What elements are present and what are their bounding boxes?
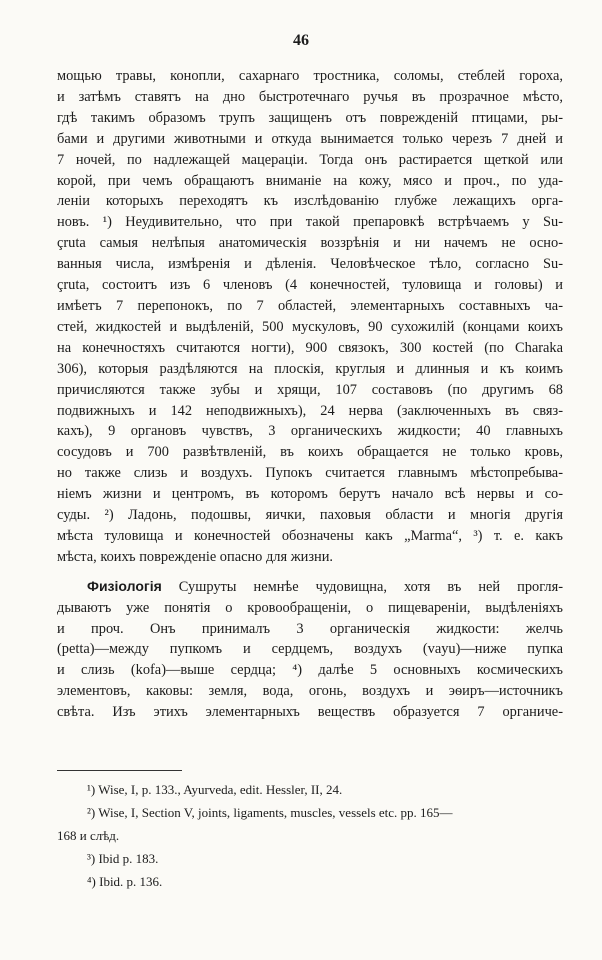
text-line: дываютъ уже понятія о кровообращеніи, о пищевареніи, выдѣленіяхъ	[57, 599, 563, 616]
text-line: корой, при чемъ обращаютъ вниманіе на кожу, мясо и проч., по уда-	[57, 172, 563, 189]
text-line: 306), которыя раздѣляются на плоскія, круглыя и длинныя и къ коимъ	[57, 360, 563, 377]
text-line: причисляются также зубы и хрящи, 107 составовъ (по другимъ 68	[57, 381, 563, 398]
heading-line-rest: Сушруты немнѣе чудовищна, хотя въ ней прогля-	[161, 578, 563, 595]
text-line: и проч. Онъ принималъ 3 органическія жидкости: желчь	[57, 620, 563, 637]
footnote-rule	[57, 770, 182, 771]
text-line: мощью травы, конопли, сахарнаго тростника, соломы, стеблей гороха,	[57, 68, 563, 84]
text-line: çruta, состоитъ изъ 6 членовъ (4 конечностей, туловища и головы) и	[57, 277, 563, 294]
text-line: сосудовъ и 700 развѣтвленій, въ коихъ обращается не только кровь,	[57, 444, 563, 461]
footnotes	[57, 778, 563, 893]
footnote: ⁴) Ibid. p. 136.	[87, 874, 163, 889]
text-line: леніи которыхъ переходятъ къ изслѣдованію глубже лежащихъ орга-	[57, 193, 563, 210]
text-line: элементовъ, каковы: земля, вода, огонь, воздухъ и эѳиръ—источникъ	[57, 683, 563, 700]
text-line: çruta самыя нелѣпыя анатомическія воззрѣнія и ни начемъ не осно-	[57, 235, 563, 252]
text-line: свѣта. Изъ этихъ элементарныхъ веществъ образуется 7 органиче-	[57, 704, 563, 721]
footnote-continuation: 168 и слѣд.	[57, 828, 120, 843]
text-line: мѣста, коихъ поврежденіе опасно для жизни.	[57, 548, 334, 565]
text-line: ванныя числа, измѣренія и дѣленія. Человѣческое тѣло, согласно Su-	[57, 256, 563, 273]
text-line: ніемъ жизни и центромъ, въ которомъ берутъ начало всѣ нервы и со-	[57, 486, 563, 503]
text-line: стей, жидкостей и выдѣленій, 500 мускуловъ, 90 сухожилій (концами коихъ	[57, 318, 563, 335]
footnote: ²) Wise, I, Section V, joints, ligaments, muscles, vessels etc. pp. 165—	[87, 805, 453, 820]
text-line: кахъ), 9 органовъ чувствъ, 3 органическихъ жидкости; 40 главныхъ	[57, 423, 563, 440]
text-line: имѣетъ 7 перепонокъ, по 7 областей, элементарныхъ составныхъ ча-	[57, 297, 563, 314]
text-line: и затѣмъ ставятъ на дно быстротечнаго ручья въ прозрачное мѣсто,	[57, 88, 563, 105]
text-line: бами и другими животными и откуда вынимается только черезъ 7 дней и	[57, 130, 563, 147]
text-line: и слизь (kofa)—выше сердца; ⁴) далѣе 5 основныхъ космическихъ	[57, 662, 563, 679]
footnote: ³) Ibid p. 183.	[87, 851, 159, 866]
paragraph-physiology	[57, 576, 563, 723]
text-line	[57, 576, 563, 598]
text-line: подвижныхъ и 142 неподвижныхъ), 24 нерва (заключенныхъ въ связ-	[57, 402, 563, 419]
paragraph-anatomy	[57, 66, 563, 568]
text-line: мѣста туловища и конечностей обозначены какъ „Marma“, ³) т. е. какъ	[57, 527, 563, 544]
text-line: гдѣ такимъ образомъ трупъ защищенъ отъ поврежденій птицами, ры-	[57, 109, 563, 126]
text-line: новъ. ¹) Неудивительно, что при такой препаровкѣ встрѣчаемъ у Su-	[57, 214, 563, 231]
text-line: суды. ²) Ладонь, подошвы, яички, паховыя области и многія другія	[57, 507, 563, 524]
text-line: но также слизь и воздухъ. Пупокъ считается главнымъ мѣстопребыва-	[57, 465, 563, 482]
text-line: 7 ночей, по надлежащей мацераціи. Тогда онъ растирается щеткой или	[57, 151, 563, 168]
body-text	[57, 66, 563, 723]
page-number: 46	[293, 32, 309, 49]
text-line: (petta)—между пупкомъ и сердцемъ, воздухъ (vayu)—ниже пупка	[57, 641, 563, 658]
section-heading: Физіологія	[87, 577, 162, 594]
text-line: на конечностяхъ считаются ногти), 900 связокъ, 300 костей (по Charaka	[57, 339, 563, 356]
footnote: ¹) Wise, I, p. 133., Ayurveda, edit. Hessler, II, 24.	[87, 782, 343, 797]
